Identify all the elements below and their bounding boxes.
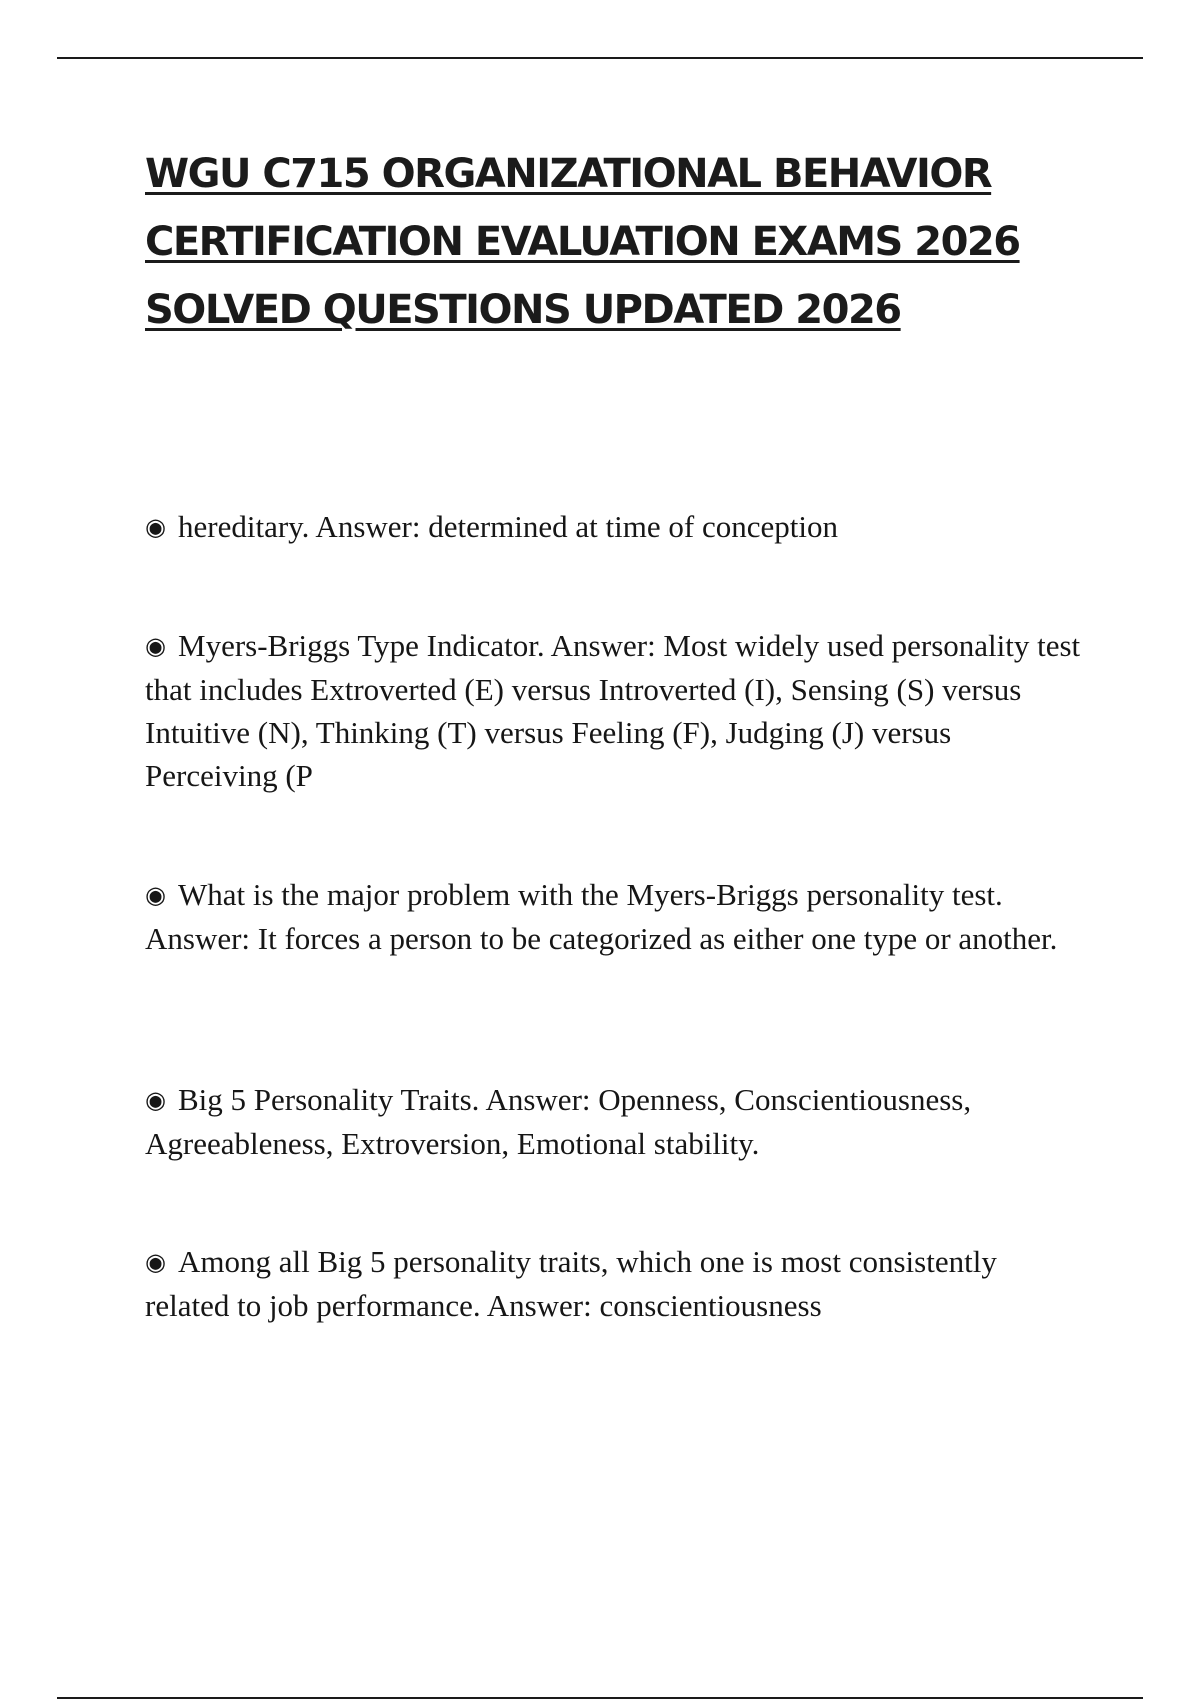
qa-item-2 [145,624,1085,797]
radio-bullet-icon: ◉ [145,881,166,909]
radio-bullet-icon: ◉ [145,1086,166,1114]
radio-bullet-icon: ◉ [145,513,166,541]
qa-item-1 [145,505,1085,549]
radio-bullet-icon: ◉ [145,632,166,660]
qa-item-text: What is the major problem with the Myers-Briggs personality test. Answer: It forces a person to be categorized as either one type or another. [145,877,1058,956]
document-title [145,140,1065,344]
top-rule [57,57,1143,59]
qa-item-3 [145,873,1085,960]
qa-item-text: Myers-Briggs Type Indicator. Answer: Most widely used personality test that includes Extroverted (E) versus Introverted (I), Sensing (S) versus Intuitive (N), Thinking (T) versus Feeling (F), Judging (J) versus Perceiving (P [145,628,1081,793]
qa-item-text: hereditary. Answer: determined at time of conception [178,509,838,544]
radio-bullet-icon: ◉ [145,1248,166,1276]
qa-item-4 [145,1078,1085,1165]
title-line-3: SOLVED QUESTIONS UPDATED 2026 [145,287,901,333]
title-line-1: WGU C715 ORGANIZATIONAL BEHAVIOR [145,151,992,197]
qa-item-5 [145,1240,1085,1327]
qa-item-text: Among all Big 5 personality traits, which one is most consistently related to job performance. Answer: conscientiousness [145,1244,997,1323]
qa-item-text: Big 5 Personality Traits. Answer: Openness, Conscientiousness, Agreeableness, Extroversion, Emotional stability. [145,1082,972,1161]
bottom-rule [57,1697,1143,1699]
title-line-2: CERTIFICATION EVALUATION EXAMS 2026 [145,219,1020,265]
